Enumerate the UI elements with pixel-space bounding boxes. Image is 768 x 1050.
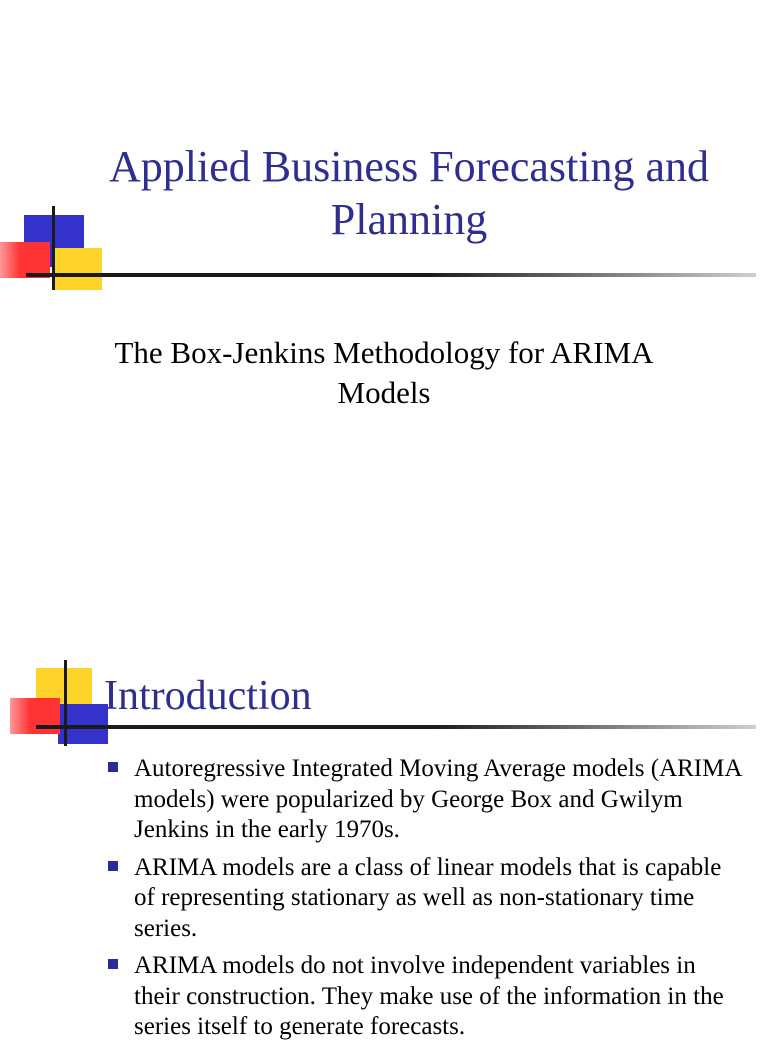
yellow-square <box>52 248 102 290</box>
square-bullet-icon <box>108 959 118 969</box>
bullet-text: Autoregressive Integrated Moving Average models (ARIMA models) were popularized by George Box and Gwilym Jenkins in the early 1970s. <box>134 755 742 843</box>
list-item <box>104 853 744 945</box>
list-item <box>104 951 744 1043</box>
section-title: Introduction <box>104 673 312 719</box>
bullet-text: ARIMA models are a class of linear models that is capable of representing stationary as well as non-stationary time series. <box>134 853 722 942</box>
bullet-list <box>104 754 744 1050</box>
list-item <box>104 754 744 846</box>
page-subtitle: The Box-Jenkins Methodology for ARIMA Models <box>114 335 654 410</box>
title-underline <box>36 725 756 729</box>
vertical-accent-line <box>64 660 67 746</box>
title-underline <box>26 273 756 277</box>
page-title: Applied Business Forecasting and Planning <box>108 142 710 244</box>
vertical-accent-line <box>52 206 55 290</box>
square-bullet-icon <box>108 861 118 871</box>
introduction-slide <box>0 620 768 1040</box>
square-bullet-icon <box>108 762 118 772</box>
bullet-text: ARIMA models do not involve independent variables in their construction. They make use of the information in the series itself to generate forecasts. <box>134 952 724 1040</box>
